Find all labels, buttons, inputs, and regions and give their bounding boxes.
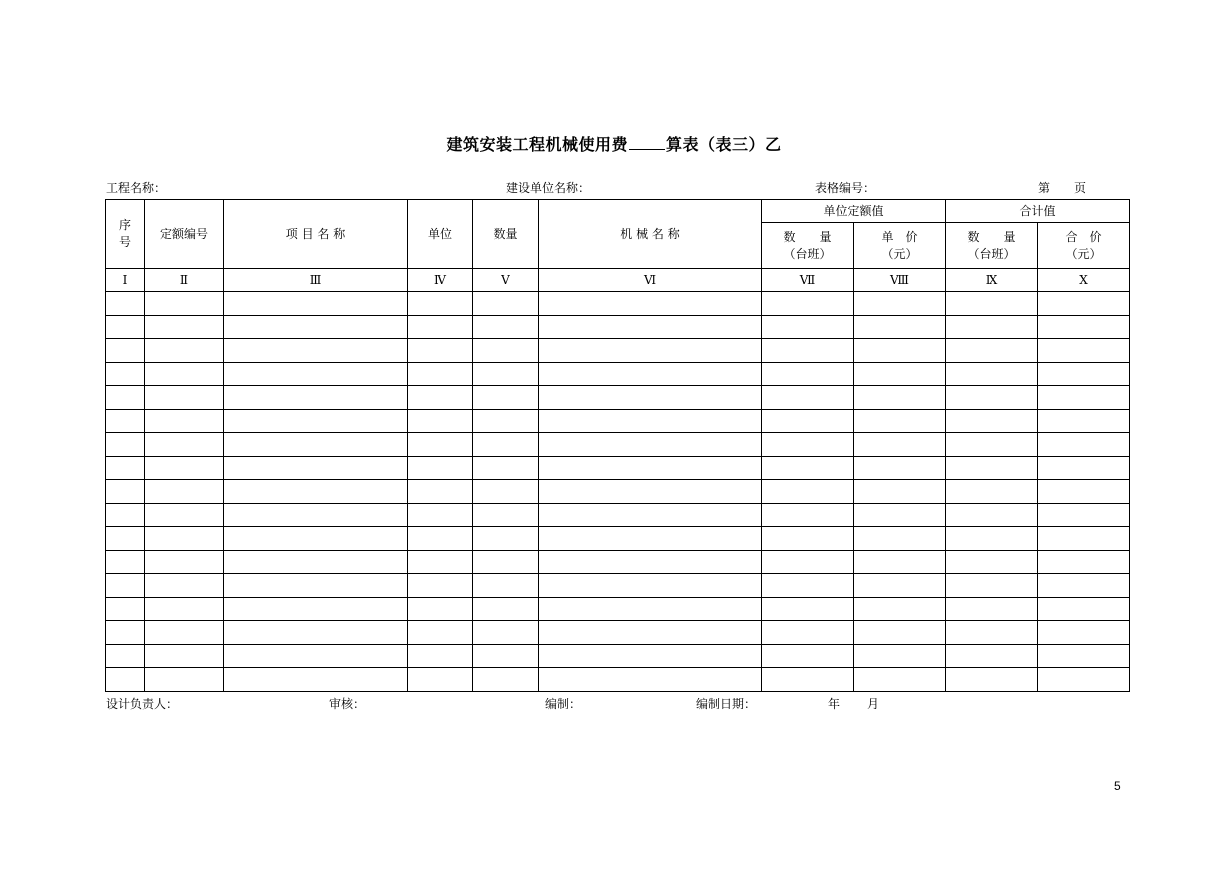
table-cell[interactable]	[854, 456, 946, 480]
column-number: Ⅰ	[106, 269, 145, 292]
table-cell[interactable]	[946, 621, 1038, 645]
table-cell[interactable]	[854, 339, 946, 363]
form-title	[0, 132, 1228, 155]
table-cell[interactable]	[106, 668, 145, 692]
table-cell[interactable]	[224, 315, 408, 339]
table-cell[interactable]	[145, 574, 224, 598]
table-cell[interactable]	[762, 292, 854, 316]
table-cell[interactable]	[946, 668, 1038, 692]
header-total: 合计值	[946, 200, 1130, 223]
table-row	[106, 339, 1130, 363]
header-quantity: 数量	[473, 200, 539, 269]
table-cell[interactable]	[762, 339, 854, 363]
table-cell[interactable]	[854, 574, 946, 598]
table-cell[interactable]	[145, 621, 224, 645]
table-cell[interactable]	[854, 503, 946, 527]
table-cell[interactable]	[473, 597, 539, 621]
table-row	[106, 668, 1130, 692]
table-cell[interactable]	[1038, 339, 1130, 363]
table-cell[interactable]	[762, 574, 854, 598]
table-cell[interactable]	[473, 409, 539, 433]
table-cell[interactable]	[473, 574, 539, 598]
table-cell[interactable]	[145, 456, 224, 480]
table-row	[106, 621, 1130, 645]
date-label: 编制日期：	[696, 697, 757, 711]
page-number-label: 第 页	[1038, 181, 1087, 195]
month-label: 月	[867, 697, 880, 711]
table-cell[interactable]	[946, 480, 1038, 504]
table-cell[interactable]	[854, 409, 946, 433]
table-cell[interactable]	[106, 503, 145, 527]
table-cell[interactable]	[224, 597, 408, 621]
table-cell[interactable]	[946, 644, 1038, 668]
column-number: Ⅳ	[408, 269, 473, 292]
column-number: Ⅴ	[473, 269, 539, 292]
table-cell[interactable]	[145, 480, 224, 504]
table-row	[106, 550, 1130, 574]
table-cell[interactable]	[408, 386, 473, 410]
table-cell[interactable]	[1038, 597, 1130, 621]
header-total-qty-label: 数 量	[967, 229, 1016, 244]
table-cell[interactable]	[473, 550, 539, 574]
table-cell[interactable]	[408, 409, 473, 433]
table-row	[106, 527, 1130, 551]
header-total-price-label: 合 价	[1065, 229, 1102, 244]
table-cell[interactable]	[473, 480, 539, 504]
table-cell[interactable]	[106, 433, 145, 457]
table-cell[interactable]	[224, 550, 408, 574]
table-cell[interactable]	[539, 315, 762, 339]
header-row-1	[106, 200, 1130, 223]
table-cell[interactable]	[408, 644, 473, 668]
table-cell[interactable]	[224, 480, 408, 504]
table-cell[interactable]	[762, 621, 854, 645]
table-cell[interactable]	[408, 456, 473, 480]
table-cell[interactable]	[408, 292, 473, 316]
table-cell[interactable]	[946, 409, 1038, 433]
designer-label: 设计负责人：	[106, 697, 179, 711]
table-cell[interactable]	[854, 527, 946, 551]
table-cell[interactable]	[539, 527, 762, 551]
table-cell[interactable]	[946, 339, 1038, 363]
table-cell[interactable]	[854, 550, 946, 574]
table-cell[interactable]	[473, 433, 539, 457]
table-cell[interactable]	[145, 597, 224, 621]
table-cell[interactable]	[224, 339, 408, 363]
table-cell[interactable]	[762, 644, 854, 668]
table-cell[interactable]	[473, 527, 539, 551]
project-name-label: 工程名称：	[106, 181, 167, 195]
table-cell[interactable]	[106, 315, 145, 339]
table-cell[interactable]	[946, 386, 1038, 410]
table-cell[interactable]	[408, 621, 473, 645]
table-cell[interactable]	[1038, 292, 1130, 316]
table-cell[interactable]	[408, 480, 473, 504]
header-unit-quota: 单位定额值	[762, 200, 946, 223]
table-cell[interactable]	[408, 597, 473, 621]
table-cell[interactable]	[762, 362, 854, 386]
table-row	[106, 597, 1130, 621]
table-cell[interactable]	[539, 621, 762, 645]
table-cell[interactable]	[408, 574, 473, 598]
table-cell[interactable]	[1038, 315, 1130, 339]
column-number: Ⅸ	[946, 269, 1038, 292]
table-cell[interactable]	[145, 292, 224, 316]
table-cell[interactable]	[408, 668, 473, 692]
header-seq-line2: 号	[118, 235, 131, 249]
builder-name-label: 建设单位名称：	[506, 181, 591, 195]
header-unit-qty-unit: （台班）	[783, 246, 832, 261]
table-cell[interactable]	[224, 527, 408, 551]
header-machine-name: 机 械 名 称	[539, 200, 762, 269]
table-cell[interactable]	[106, 527, 145, 551]
table-cell[interactable]	[106, 574, 145, 598]
table-cell[interactable]	[539, 433, 762, 457]
column-number: Ⅱ	[145, 269, 224, 292]
table-cell[interactable]	[473, 644, 539, 668]
table-cell[interactable]	[854, 292, 946, 316]
header-unit-price-label: 单 价	[881, 229, 918, 244]
title-text-after: 算表（表三）乙	[666, 135, 782, 154]
table-cell[interactable]	[473, 339, 539, 363]
table-cell[interactable]	[854, 315, 946, 339]
table-row	[106, 409, 1130, 433]
table-cell[interactable]	[762, 456, 854, 480]
table-cell[interactable]	[539, 668, 762, 692]
table-cell[interactable]	[408, 550, 473, 574]
table-cell[interactable]	[946, 292, 1038, 316]
table-cell[interactable]	[946, 456, 1038, 480]
machine-cost-table	[105, 199, 1130, 692]
table-cell[interactable]	[539, 597, 762, 621]
table-cell[interactable]	[473, 292, 539, 316]
table-cell[interactable]	[1038, 480, 1130, 504]
table-cell[interactable]	[224, 574, 408, 598]
table-cell[interactable]	[145, 503, 224, 527]
table-cell[interactable]	[224, 409, 408, 433]
table-cell[interactable]	[408, 503, 473, 527]
header-total-price	[1038, 223, 1130, 269]
table-cell[interactable]	[473, 668, 539, 692]
table-cell[interactable]	[762, 550, 854, 574]
column-number: Ⅶ	[762, 269, 854, 292]
table-cell[interactable]	[854, 362, 946, 386]
table-cell[interactable]	[762, 668, 854, 692]
table-cell[interactable]	[539, 292, 762, 316]
table-cell[interactable]	[854, 668, 946, 692]
table-row	[106, 433, 1130, 457]
table-cell[interactable]	[473, 503, 539, 527]
header-seq-line1: 序	[118, 218, 131, 232]
table-cell[interactable]	[408, 315, 473, 339]
table-cell[interactable]	[106, 644, 145, 668]
table-cell[interactable]	[106, 386, 145, 410]
table-cell[interactable]	[473, 315, 539, 339]
table-row	[106, 386, 1130, 410]
table-row	[106, 503, 1130, 527]
column-number: Ⅵ	[539, 269, 762, 292]
table-cell[interactable]	[946, 315, 1038, 339]
column-number-row	[106, 269, 1130, 292]
table-cell[interactable]	[539, 456, 762, 480]
table-cell[interactable]	[224, 503, 408, 527]
table-cell[interactable]	[539, 362, 762, 386]
table-body	[106, 292, 1130, 692]
table-cell[interactable]	[762, 315, 854, 339]
table-cell[interactable]	[106, 409, 145, 433]
table-cell[interactable]	[1038, 386, 1130, 410]
table-cell[interactable]	[408, 433, 473, 457]
table-cell[interactable]	[224, 668, 408, 692]
table-cell[interactable]	[106, 292, 145, 316]
table-cell[interactable]	[762, 433, 854, 457]
table-cell[interactable]	[224, 362, 408, 386]
table-cell[interactable]	[1038, 362, 1130, 386]
table-cell[interactable]	[145, 433, 224, 457]
table-row	[106, 574, 1130, 598]
header-quota-no: 定额编号	[145, 200, 224, 269]
column-number: Ⅹ	[1038, 269, 1130, 292]
table-cell[interactable]	[946, 362, 1038, 386]
table-cell[interactable]	[539, 644, 762, 668]
table-cell[interactable]	[762, 597, 854, 621]
table-cell[interactable]	[762, 480, 854, 504]
table-cell[interactable]	[145, 550, 224, 574]
header-total-price-unit: （元）	[1065, 246, 1102, 261]
header-unit: 单位	[408, 200, 473, 269]
table-cell[interactable]	[762, 527, 854, 551]
table-cell[interactable]	[946, 433, 1038, 457]
table-cell[interactable]	[854, 644, 946, 668]
table-cell[interactable]	[224, 292, 408, 316]
table-cell[interactable]	[854, 386, 946, 410]
table-cell[interactable]	[145, 362, 224, 386]
table-cell[interactable]	[1038, 456, 1130, 480]
title-text-before: 建筑安装工程机械使用费	[446, 135, 628, 154]
table-cell[interactable]	[539, 409, 762, 433]
year-label: 年	[828, 697, 841, 711]
reviewer-label: 审核：	[329, 697, 366, 711]
table-cell[interactable]	[1038, 503, 1130, 527]
table-cell[interactable]	[106, 550, 145, 574]
table-row	[106, 456, 1130, 480]
table-cell[interactable]	[106, 597, 145, 621]
table-cell[interactable]	[539, 386, 762, 410]
table-cell[interactable]	[539, 480, 762, 504]
table-cell[interactable]	[145, 668, 224, 692]
table-row	[106, 315, 1130, 339]
table-cell[interactable]	[1038, 409, 1130, 433]
table-cell[interactable]	[854, 621, 946, 645]
table-cell[interactable]	[145, 339, 224, 363]
table-cell[interactable]	[145, 386, 224, 410]
table-row	[106, 644, 1130, 668]
table-cell[interactable]	[539, 339, 762, 363]
table-cell[interactable]	[1038, 644, 1130, 668]
table-cell[interactable]	[1038, 621, 1130, 645]
table-cell[interactable]	[106, 362, 145, 386]
table-cell[interactable]	[854, 433, 946, 457]
table-cell[interactable]	[224, 621, 408, 645]
table-cell[interactable]	[106, 621, 145, 645]
table-cell[interactable]	[224, 386, 408, 410]
table-cell[interactable]	[854, 480, 946, 504]
table-cell[interactable]	[946, 597, 1038, 621]
column-number: Ⅲ	[224, 269, 408, 292]
table-cell[interactable]	[946, 503, 1038, 527]
header-seq	[106, 200, 145, 269]
header-unit-price-unit: （元）	[881, 246, 918, 261]
page-number: 5	[1114, 779, 1121, 793]
table-cell[interactable]	[106, 480, 145, 504]
table-cell[interactable]	[106, 456, 145, 480]
table-row	[106, 292, 1130, 316]
header-total-qty-unit: （台班）	[967, 246, 1016, 261]
table-cell[interactable]	[762, 386, 854, 410]
table-cell[interactable]	[946, 527, 1038, 551]
table-cell[interactable]	[946, 574, 1038, 598]
table-cell[interactable]	[145, 409, 224, 433]
header-item-name: 项 目 名 称	[224, 200, 408, 269]
table-cell[interactable]	[408, 339, 473, 363]
table-cell[interactable]	[1038, 527, 1130, 551]
table-row	[106, 480, 1130, 504]
table-cell[interactable]	[854, 597, 946, 621]
table-cell[interactable]	[1038, 574, 1130, 598]
compiler-label: 编制：	[545, 697, 582, 711]
table-cell[interactable]	[762, 409, 854, 433]
table-cell[interactable]	[106, 339, 145, 363]
table-cell[interactable]	[408, 527, 473, 551]
table-cell[interactable]	[224, 433, 408, 457]
table-cell[interactable]	[473, 386, 539, 410]
header-unit-qty-label: 数 量	[783, 229, 832, 244]
table-cell[interactable]	[473, 362, 539, 386]
table-cell[interactable]	[539, 550, 762, 574]
table-cell[interactable]	[473, 456, 539, 480]
table-cell[interactable]	[1038, 550, 1130, 574]
table-cell[interactable]	[145, 527, 224, 551]
table-cell[interactable]	[224, 456, 408, 480]
table-cell[interactable]	[946, 550, 1038, 574]
table-cell[interactable]	[145, 644, 224, 668]
table-cell[interactable]	[1038, 433, 1130, 457]
table-cell[interactable]	[408, 362, 473, 386]
table-cell[interactable]	[145, 315, 224, 339]
title-blank-line	[629, 135, 665, 150]
table-cell[interactable]	[1038, 668, 1130, 692]
table-cell[interactable]	[473, 621, 539, 645]
table-cell[interactable]	[539, 503, 762, 527]
table-cell[interactable]	[539, 574, 762, 598]
table-row	[106, 362, 1130, 386]
column-number: Ⅷ	[854, 269, 946, 292]
table-cell[interactable]	[762, 503, 854, 527]
header-total-qty	[946, 223, 1038, 269]
table-cell[interactable]	[224, 644, 408, 668]
header-unit-qty	[762, 223, 854, 269]
form-number-label: 表格编号：	[815, 181, 876, 195]
header-unit-price	[854, 223, 946, 269]
